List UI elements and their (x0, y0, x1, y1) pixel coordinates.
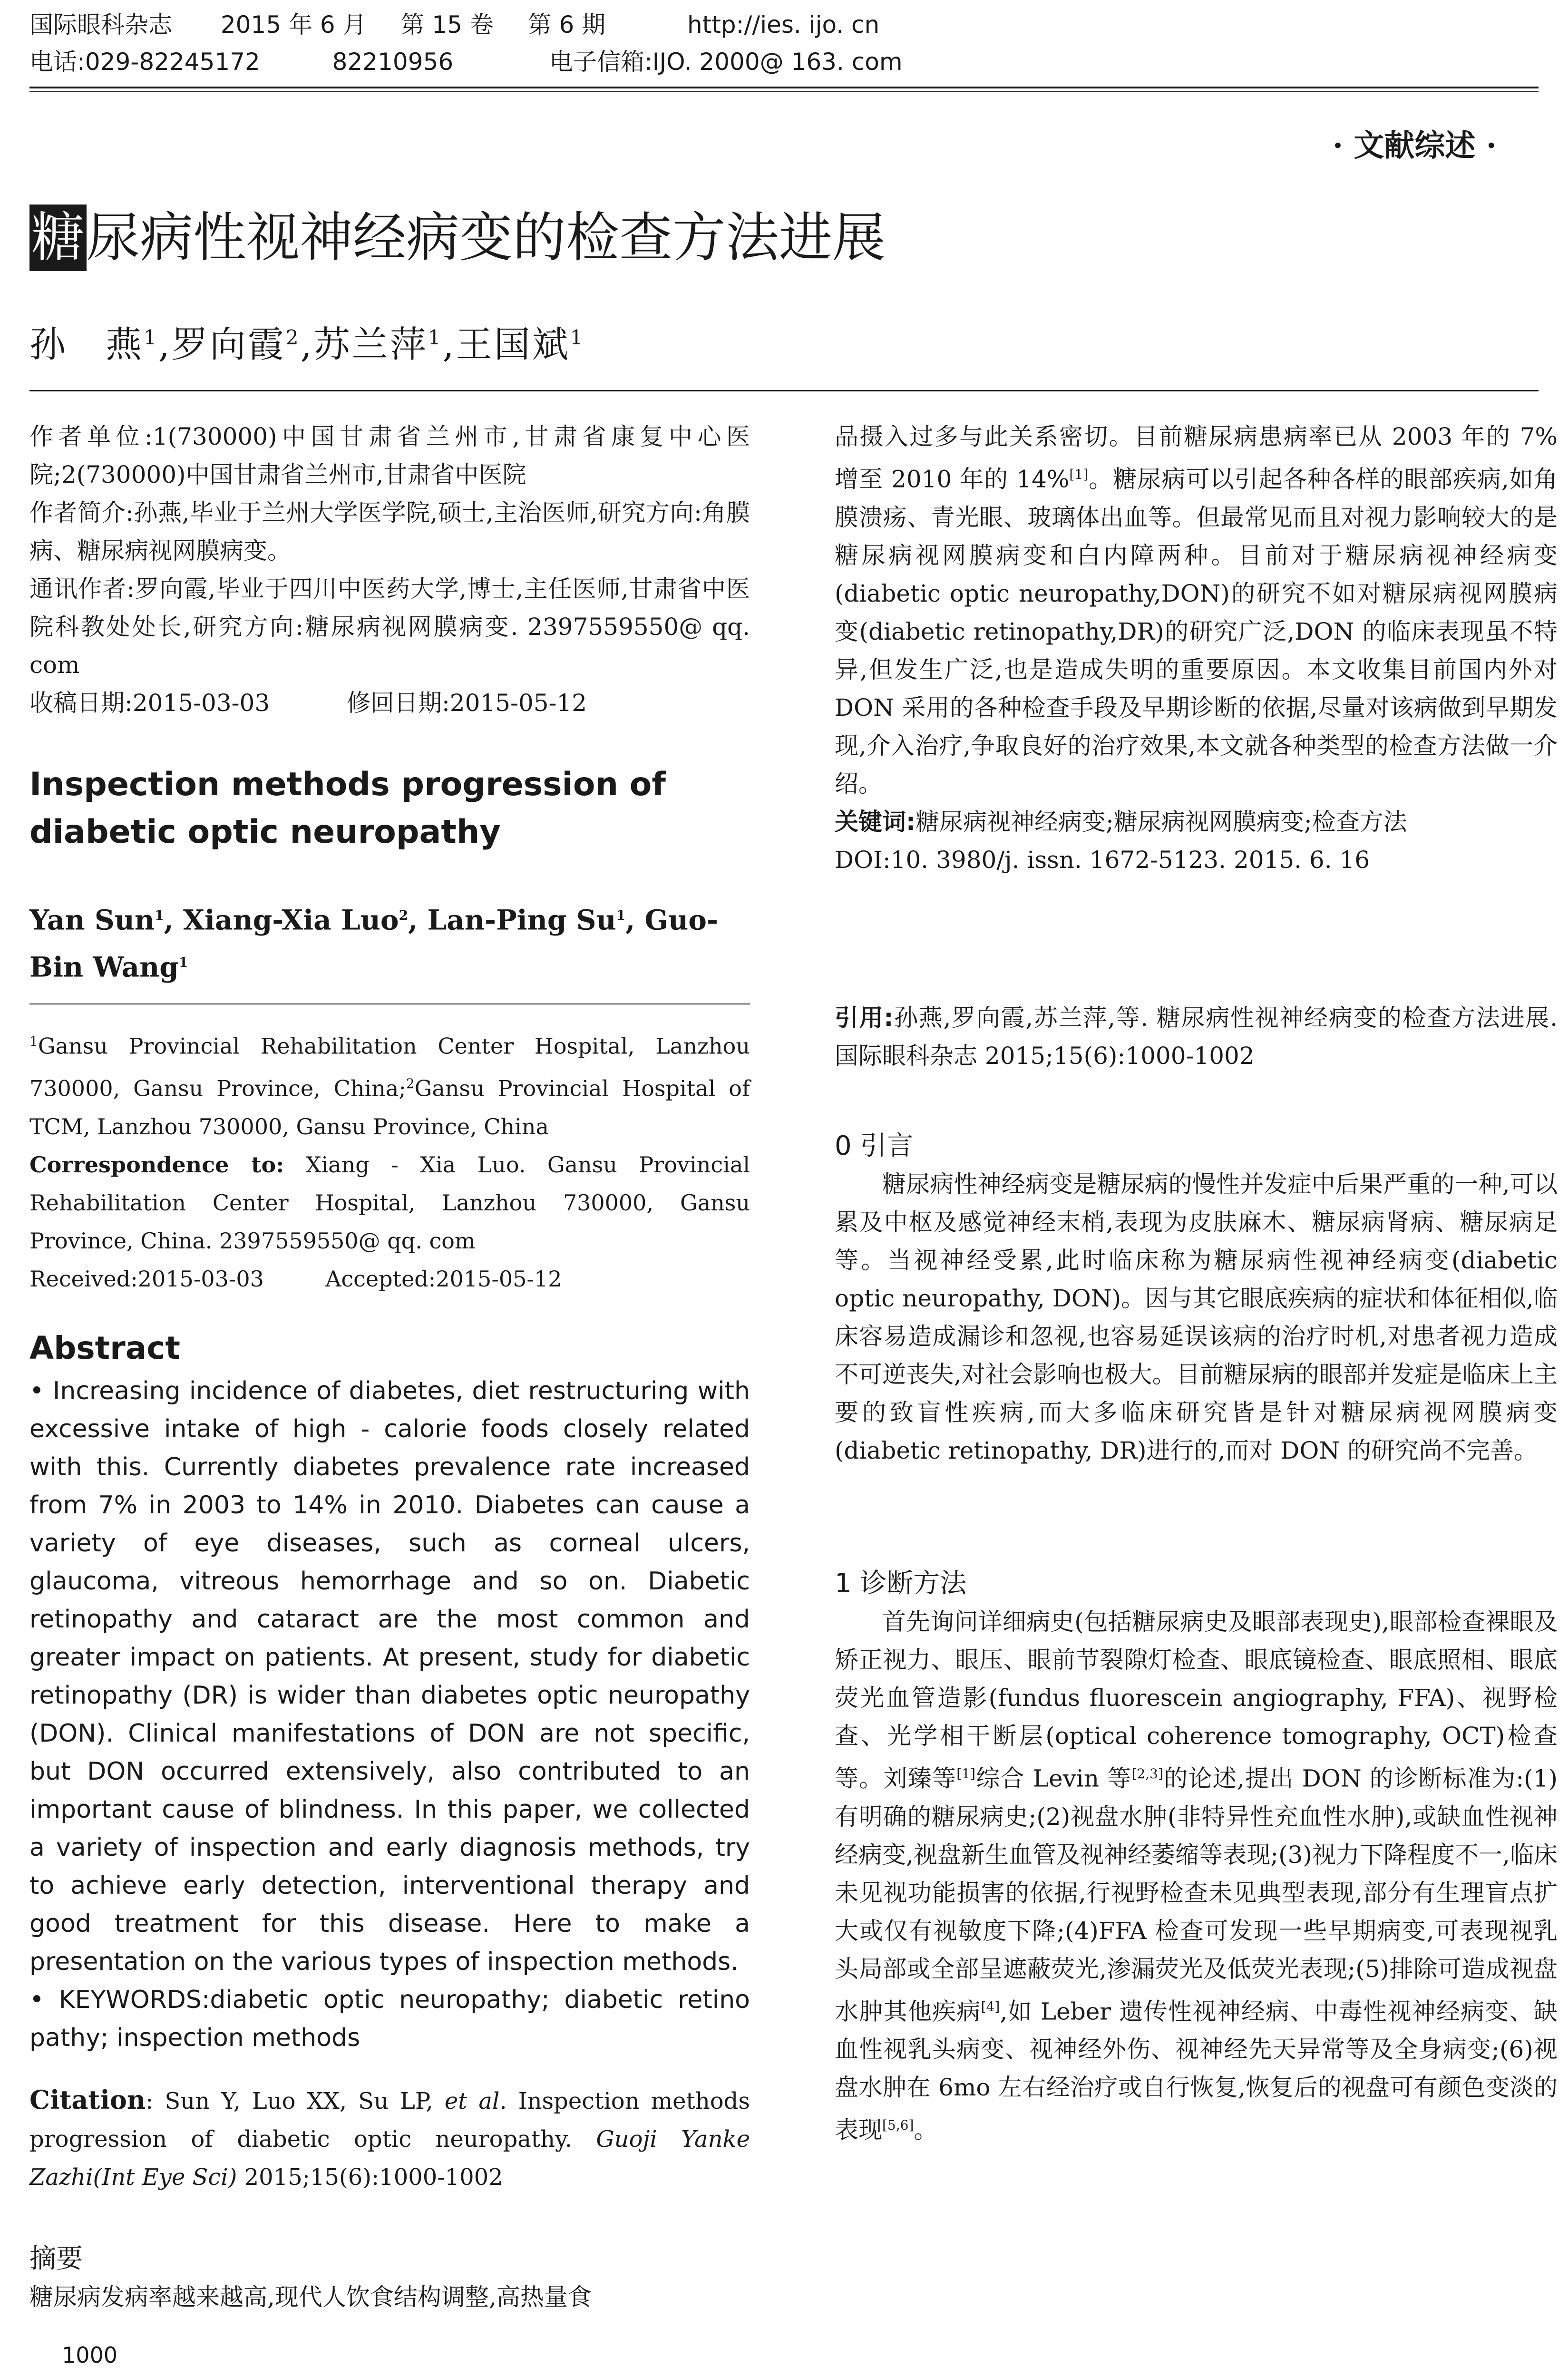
volume: 第 15 卷 (400, 11, 494, 39)
english-title: Inspection methods progression of diabetic optic neuropathy (29, 766, 666, 851)
en-author-4: , Guo-Bin Wang (29, 904, 719, 984)
citation-title: . Inspection methods progression of diabetic optic neuropathy. (29, 2088, 750, 2153)
author-bio: 作者简介:孙燕,毕业于兰州大学医学院,硕士,主治医师,研究方向:角膜病、糖尿病视网膜病变。 (29, 499, 750, 565)
en-accepted: Accepted:2015-05-12 (325, 1266, 562, 1292)
affil-sup-2: 2 (406, 1076, 415, 1092)
en-author-4-affil: 1 (178, 955, 188, 971)
chinese-abstract-start: 糖尿病发病率越来越高,现代人饮食结构调整,高热量食 (29, 2283, 592, 2311)
en-author-2-affil: 2 (399, 907, 409, 923)
author-4: ,王国斌 (442, 323, 570, 366)
running-header (29, 10, 879, 39)
affiliation-1: Gansu Provincial Rehabilitation Center Hospital, Lanzhou 730000, Gansu Province, China; (29, 1033, 750, 1101)
dates (29, 684, 750, 722)
english-authors (29, 894, 750, 989)
english-affiliation (29, 1023, 750, 1298)
corresponding-author: 通讯作者:罗向霞,毕业于四川中医药大学,博士,主任医师,甘肃省中医院科教处处长,研究方向:糖尿病视网膜病变. 2397559550@ qq. com (29, 575, 750, 679)
citation-authors: : Sun Y, Luo XX, Su LP, (146, 2088, 445, 2114)
citation-volume: 2015;15(6):1000-1002 (237, 2164, 503, 2191)
citation-journal: Guoji Yanke Zazhi(Int Eye Sci) (29, 2126, 750, 2191)
en-author-2: , Xiang-Xia Luo (164, 904, 399, 936)
title-rule (29, 390, 1539, 391)
diag-text-4: ,如 Leber 遗传性视神经病、中毒性视神经病变、缺血性视乳头病变、视神经外伤、视神经先天异常等及全身病变;(6)视盘水肿在 6mo 左右经治疗或自行恢复,恢复后的视盘可有颜色变淡的表现 (835, 1997, 1558, 2144)
keywords-label: 关键词: (835, 808, 915, 836)
journal-name: 国际眼科杂志 (29, 11, 172, 39)
chinese-citation (835, 999, 1558, 1075)
abstract-heading: Abstract (29, 1330, 180, 1366)
diag-text-5: 。 (914, 2116, 938, 2144)
diagnosis-section (835, 1603, 1558, 2149)
diag-text-1: 首先询问详细病史(包括糖尿病史及眼部表现史),眼部检查裸眼及矫正视力、眼压、眼前节裂隙灯检查、眼底镜检查、眼底照相、眼底荧光血管造影(fundus fluorescein angiography, FFA)、视野检查、光学相干断层(optical coherence tomography, OCT)检查等。刘臻等 (835, 1608, 1558, 1792)
section-tag: · 文献综述 · (1332, 128, 1497, 164)
ref-4[interactable]: [4] (981, 1998, 1000, 2015)
author-3: ,苏兰萍 (300, 323, 428, 366)
en-author-3: , Lan-Ping Su (408, 904, 616, 936)
author-2: ,罗向霞 (158, 323, 286, 366)
ref-1[interactable]: [1] (1069, 467, 1089, 482)
issue-date: 2015 年 6 月 (220, 11, 367, 39)
chinese-abstract-continued (835, 418, 1558, 879)
author-unit: 作者单位:1(730000)中国甘肃省兰州市,甘肃省康复中心医院;2(730000)中国甘肃省兰州市,甘肃省中医院 (29, 423, 750, 488)
author-1: 孙 燕 (29, 323, 144, 366)
ref-5-6[interactable]: [5,6] (882, 2117, 914, 2133)
received-date: 收稿日期:2015-03-03 (29, 689, 270, 717)
revised-date: 修回日期:2015-05-12 (346, 689, 587, 717)
ref-2-3[interactable]: [2,3] (1131, 1766, 1163, 1782)
correspondence-text: Xiang - Xia Luo. Gansu Provincial Rehabilitation Center Hospital, Lanzhou 730000, Gansu Province, China. 2397559550@ qq. com (29, 1151, 750, 1254)
title-rest: 尿病性视神经病变的检查方法进展 (87, 207, 886, 269)
article-title (29, 205, 886, 271)
cn-abstract-a: 品摄入过多与此关系密切。目前糖尿病患病率已从 2003 年的 7% 增至 2010 年的 14% (835, 423, 1558, 493)
chinese-keywords (835, 803, 1558, 841)
abstract-body: • Increasing incidence of diabetes, diet restructuring with excessive intake of high - calorie foods closely related with this. Currently diabetes prevalence rate increased from 7% in 2003 to 14% in 2010. Diabetes can cause a variety of eye diseases, such as corneal ulcers, glaucoma, vitreous hemorrhage and so on. Diabetic retinopathy and cataract are the most common and greater impact on patients. At present, study for diabetic retinopathy (DR) is wider than diabetes optic neuropathy (DON). Clinical manifestations of DON are not specific, but DON occurred extensively, also contributed to an important cause of blindness. In this paper, we collected a variety of inspection and early diagnosis methods, try to achieve early detection, interventional therapy and good treatment for this disease. Here to make a presentation on the various types of inspection methods. (29, 1377, 750, 1976)
abstract (29, 1372, 750, 2057)
header-rule-thin (29, 91, 1539, 92)
ref-1b[interactable]: [1] (956, 1766, 975, 1782)
affiliation-text (29, 1023, 750, 1146)
phone-2: 82210956 (332, 48, 454, 76)
author-meta (29, 418, 750, 722)
cn-abstract-b: 。糖尿病可以引起各种各样的眼部疾病,如角膜溃疡、青光眼、玻璃体出血等。但最常见而且对视力影响较大的是糖尿病视网膜病变和白内障两种。目前对于糖尿病视神经病变(diabetic optic neuropathy,DON)的研究不如对糖尿病视网膜病变(diabetic retinopathy,DR)的研究广泛,DON 的临床表现虽不特异,但发生广泛,也是造成失明的重要原因。本文收集目前国内外对 DON 采用的各种检查手段及早期诊断的依据,尽量对该病做到早期发现,介入治疗,争取良好的治疗效果,本文就各种类型的检查方法做一介绍。 (835, 465, 1558, 798)
diag-text-2: 综合 Levin 等 (975, 1764, 1132, 1792)
cite-text: 孙燕,罗向霞,苏兰萍,等. 糖尿病性视神经病变的检查方法进展. 国际眼科杂志 2015;15(6):1000-1002 (835, 1004, 1558, 1070)
correspondence (29, 1146, 750, 1260)
en-author-1: Yan Sun (29, 904, 155, 936)
chinese-abstract-heading: 摘要 (29, 2243, 83, 2274)
en-author-1-affil: 1 (155, 907, 164, 923)
author-1-affil: 1 (144, 326, 158, 349)
journal-url[interactable]: http://ies. ijo. cn (687, 11, 880, 39)
author-4-affil: 1 (570, 326, 585, 349)
author-2-affil: 2 (285, 326, 301, 349)
correspondence-label: Correspondence to: (29, 1151, 284, 1178)
intro-section (835, 1165, 1558, 1470)
header-rule (29, 87, 1539, 88)
en-author-3-affil: 1 (616, 907, 626, 923)
abstract-keywords: • KEYWORDS:diabetic optic neuropathy; diabetic retino pathy; inspection methods (29, 1986, 750, 2052)
en-received: Received:2015-03-03 (29, 1266, 264, 1292)
affil-sup-1: 1 (29, 1033, 38, 1049)
citation (29, 2081, 750, 2196)
citation-label: Citation (29, 2085, 146, 2115)
doi[interactable]: DOI:10. 3980/j. issn. 1672-5123. 2015. 6. 16 (835, 846, 1370, 874)
diag-text-3: 的论述,提出 DON 的诊断标准为:(1)有明确的糖尿病史;(2)视盘水肿(非特异性充血性水肿),或缺血性视神经病变,视盘新生血管及视神经萎缩等表现;(3)视力下降程度不一,临床未见视功能损害的依据,行视野检查未见典型表现,部分有生理盲点扩大或仅有视敏度下降;(4)FFA 检查可发现一些早期病变,可表现视乳头局部或全部呈遮蔽荧光,渗漏荧光及低荧光表现;(5)排除可造成视盘水肿其他疾病 (835, 1764, 1558, 2026)
affiliation-rule (29, 1003, 750, 1004)
author-list (29, 314, 584, 368)
journal-email[interactable]: 电子信箱:IJO. 2000@ 163. com (549, 48, 903, 76)
author-3-affil: 1 (428, 326, 443, 349)
en-dates (29, 1260, 750, 1298)
page-number: 1000 (62, 2342, 118, 2368)
citation-etal: et al (444, 2088, 500, 2114)
diagnosis-heading: 1 诊断方法 (835, 1568, 967, 1599)
intro-heading: 0 引言 (835, 1130, 914, 1161)
diagnosis-paragraph (835, 1603, 1558, 2149)
issue: 第 6 期 (527, 11, 606, 39)
cite-label: 引用: (835, 1004, 894, 1032)
intro-paragraph: 糖尿病性神经病变是糖尿病的慢性并发症中后果严重的一种,可以累及中枢及感觉神经末梢,表现为皮肤麻木、糖尿病肾病、糖尿病足等。当视神经受累,此时临床称为糖尿病性视神经病变(diabetic optic neuropathy, DON)。因与其它眼底疾病的症状和体征相似,临床容易造成漏诊和忽视,也容易延误该病的治疗时机,对患者视力造成不可逆丧失,对社会影响也极大。目前糖尿病的眼部并发症是临床上主要的致盲性疾病,而大多临床研究皆是针对糖尿病视网膜病变(diabetic retinopathy, DR)进行的,而对 DON 的研究尚不完善。 (835, 1170, 1558, 1464)
keywords-text: 糖尿病视神经病变;糖尿病视网膜病变;检查方法 (915, 808, 1407, 836)
title-drop-char: 糖 (29, 205, 87, 271)
contact-line (29, 48, 903, 76)
affiliation-2: Gansu Provincial Hospital of TCM, Lanzhou 730000, Gansu Province, China (29, 1075, 750, 1140)
phone: 电话:029-82245172 (29, 48, 260, 76)
